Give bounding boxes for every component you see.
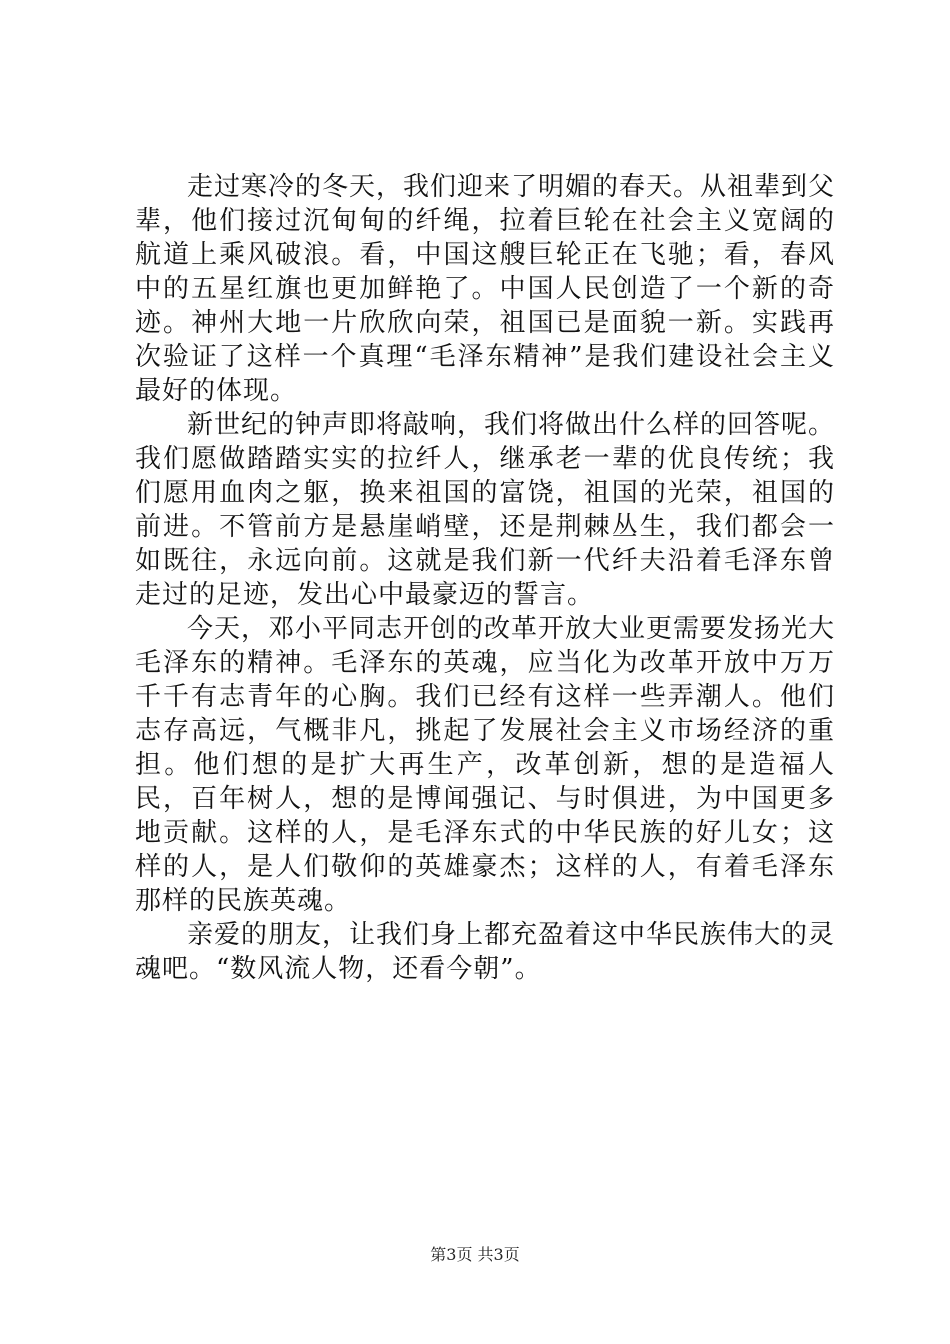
paragraph: 走过寒冷的冬天，我们迎来了明媚的春天。从祖辈到父辈，他们接过沉甸甸的纤绳，拉着巨轮在社会主义宽阔的航道上乘风破浪。看，中国这艘巨轮正在飞驰；看，春风中的五星红旗也更加鲜艳了。中国人民创造了一个新的奇迹。神州大地一片欣欣向荣，祖国已是面貌一新。实践再次验证了这样一个真理“毛泽东精神”是我们建设社会主义最好的体现。 — [135, 172, 836, 406]
paragraph: 新世纪的钟声即将敲响，我们将做出什么样的回答呢。我们愿做踏踏实实的拉纤人，继承老一辈的优良传统；我们愿用血肉之躯，换来祖国的富饶，祖国的光荣，祖国的前进。不管前方是悬崖峭壁，还是荆棘丛生，我们都会一如既往，永远向前。这就是我们新一代纤夫沿着毛泽东曾走过的足迹，发出心中最豪迈的誓言。 — [135, 410, 836, 610]
paragraph: 今天，邓小平同志开创的改革开放大业更需要发扬光大毛泽东的精神。毛泽东的英魂，应当化为改革开放中万万千千有志青年的心胸。我们已经有这样一些弄潮人。他们志存高远，气概非凡，挑起了发展社会主义市场经济的重担。他们想的是扩大再生产，改革创新，想的是造福人民，百年树人，想的是博闻强记、与时俱进，为中国更多地贡献。这样的人，是毛泽东式的中华民族的好儿女；这样的人，是人们敬仰的英雄豪杰；这样的人，有着毛泽东那样的民族英魂。 — [135, 614, 836, 916]
document-body — [135, 170, 835, 986]
paragraph: 亲爱的朋友，让我们身上都充盈着这中华民族伟大的灵魂吧。“数风流人物，还看今朝”。 — [135, 920, 836, 984]
page-footer: 第3页 共3页 — [430, 1245, 520, 1264]
